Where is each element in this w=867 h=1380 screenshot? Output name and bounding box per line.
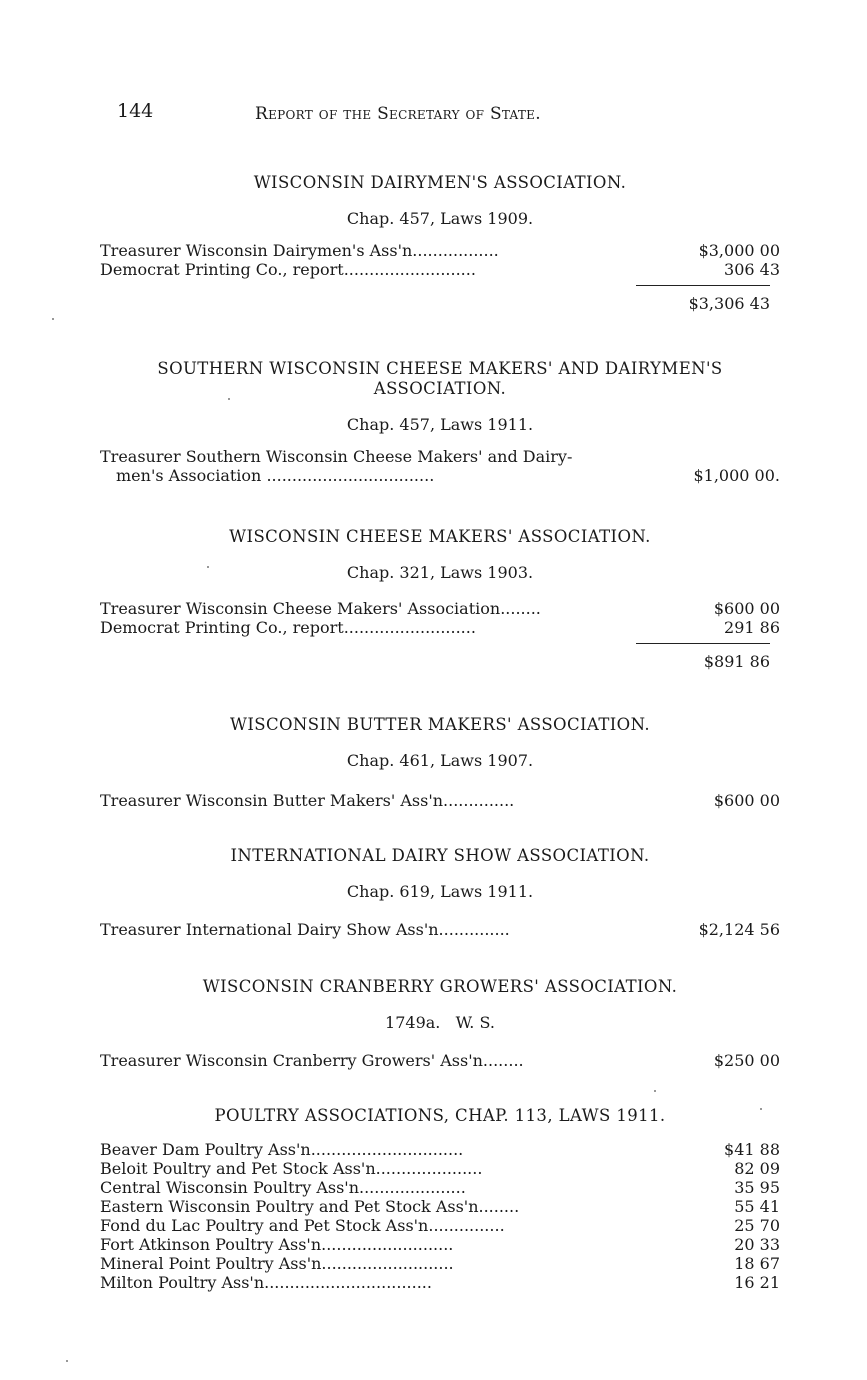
section-title: WISCONSIN DAIRYMEN'S ASSOCIATION. — [253, 173, 627, 192]
ledger-row — [100, 920, 780, 939]
row-amount: $1,000 00. — [693, 466, 780, 485]
row-label: Central Wisconsin Poultry Ass'n..................... — [100, 1178, 466, 1197]
section-subtitle: Chap. 321, Laws 1903. — [346, 563, 534, 582]
row-amount: 291 86 — [724, 618, 780, 637]
ledger-row — [100, 1197, 780, 1216]
row-label: Treasurer Wisconsin Dairymen's Ass'n................. — [100, 241, 499, 260]
section-dairy-show — [100, 846, 780, 939]
row-label: Treasurer Wisconsin Cranberry Growers' Ass'n........ — [100, 1051, 524, 1070]
page-number: 144 — [117, 100, 154, 122]
running-title: Report of the Secretary of State. — [255, 104, 541, 124]
ledger-row — [100, 1178, 780, 1197]
ledger-row — [100, 1273, 780, 1292]
section-title: INTERNATIONAL DAIRY SHOW ASSOCIATION. — [230, 846, 650, 865]
section-title-line2: ASSOCIATION. — [373, 379, 507, 398]
row-amount: $600 00 — [713, 791, 780, 810]
ledger-row — [100, 1216, 780, 1235]
row-label: Milton Poultry Ass'n................................. — [100, 1273, 432, 1292]
ledger-row — [100, 618, 780, 637]
section-southern-cheese — [100, 359, 780, 485]
row-amount: $600 00 — [713, 599, 780, 618]
section-subtitle: 1749a. W. S. — [385, 1013, 495, 1032]
section-subtitle: Chap. 457, Laws 1911. — [346, 415, 534, 434]
section-title: WISCONSIN CRANBERRY GROWERS' ASSOCIATION. — [202, 977, 678, 996]
section-title: POULTRY ASSOCIATIONS, CHAP. 113, LAWS 1911. — [214, 1106, 666, 1125]
ledger-row — [100, 241, 780, 260]
section-dairymen — [100, 173, 780, 313]
row-amount: $250 00 — [713, 1051, 780, 1070]
total-rule — [636, 643, 770, 644]
row-label: Mineral Point Poultry Ass'n.......................... — [100, 1254, 454, 1273]
row-label: Treasurer Wisconsin Butter Makers' Ass'n.............. — [100, 791, 515, 810]
ledger-row — [100, 1159, 780, 1178]
row-label: Beloit Poultry and Pet Stock Ass'n..................... — [100, 1159, 483, 1178]
ledger-row — [100, 791, 780, 810]
row-amount: 20 33 — [734, 1235, 780, 1254]
row-amount: 16 21 — [734, 1273, 780, 1292]
section-total: $3,306 43 — [688, 294, 770, 313]
row-amount: 35 95 — [734, 1178, 780, 1197]
ledger-row — [100, 1051, 780, 1070]
row-label-line1: Treasurer Southern Wisconsin Cheese Makers' and Dairy- — [100, 447, 573, 466]
total-rule — [636, 285, 770, 286]
row-amount: 82 09 — [734, 1159, 780, 1178]
ledger-row — [100, 1140, 780, 1159]
ledger-row — [100, 599, 780, 618]
row-label: Beaver Dam Poultry Ass'n.............................. — [100, 1140, 464, 1159]
row-label: Democrat Printing Co., report.......................... — [100, 618, 476, 637]
row-label: Fort Atkinson Poultry Ass'n.......................... — [100, 1235, 454, 1254]
row-label: Treasurer International Dairy Show Ass'n.............. — [100, 920, 510, 939]
row-amount: $41 88 — [724, 1140, 780, 1159]
section-subtitle: Chap. 457, Laws 1909. — [346, 209, 534, 228]
ledger-row — [100, 1254, 780, 1273]
section-poultry — [100, 1106, 780, 1292]
row-amount: 55 41 — [734, 1197, 780, 1216]
ledger-row — [100, 260, 780, 279]
ledger-row — [100, 447, 780, 485]
row-amount: 306 43 — [724, 260, 780, 279]
section-cheese-makers — [100, 527, 780, 671]
row-label: Treasurer Wisconsin Cheese Makers' Association........ — [100, 599, 541, 618]
section-subtitle: Chap. 619, Laws 1911. — [346, 882, 534, 901]
section-cranberry — [100, 977, 780, 1070]
page-header — [117, 100, 777, 130]
row-amount: $3,000 00 — [698, 241, 780, 260]
row-amount: $2,124 56 — [698, 920, 780, 939]
section-butter-makers — [100, 715, 780, 810]
row-label: Democrat Printing Co., report.......................... — [100, 260, 476, 279]
section-total: $891 86 — [703, 652, 770, 671]
section-title: WISCONSIN BUTTER MAKERS' ASSOCIATION. — [229, 715, 651, 734]
ledger-row — [100, 1235, 780, 1254]
row-label: Eastern Wisconsin Poultry and Pet Stock Ass'n........ — [100, 1197, 520, 1216]
section-title-line1: SOUTHERN WISCONSIN CHEESE MAKERS' AND DAIRYMEN'S — [157, 359, 723, 378]
section-subtitle: Chap. 461, Laws 1907. — [346, 751, 534, 770]
section-title: WISCONSIN CHEESE MAKERS' ASSOCIATION. — [229, 527, 651, 546]
row-label-line2: men's Association ................................. — [116, 466, 435, 485]
row-label: Fond du Lac Poultry and Pet Stock Ass'n............... — [100, 1216, 505, 1235]
row-amount: 25 70 — [734, 1216, 780, 1235]
row-amount: 18 67 — [734, 1254, 780, 1273]
